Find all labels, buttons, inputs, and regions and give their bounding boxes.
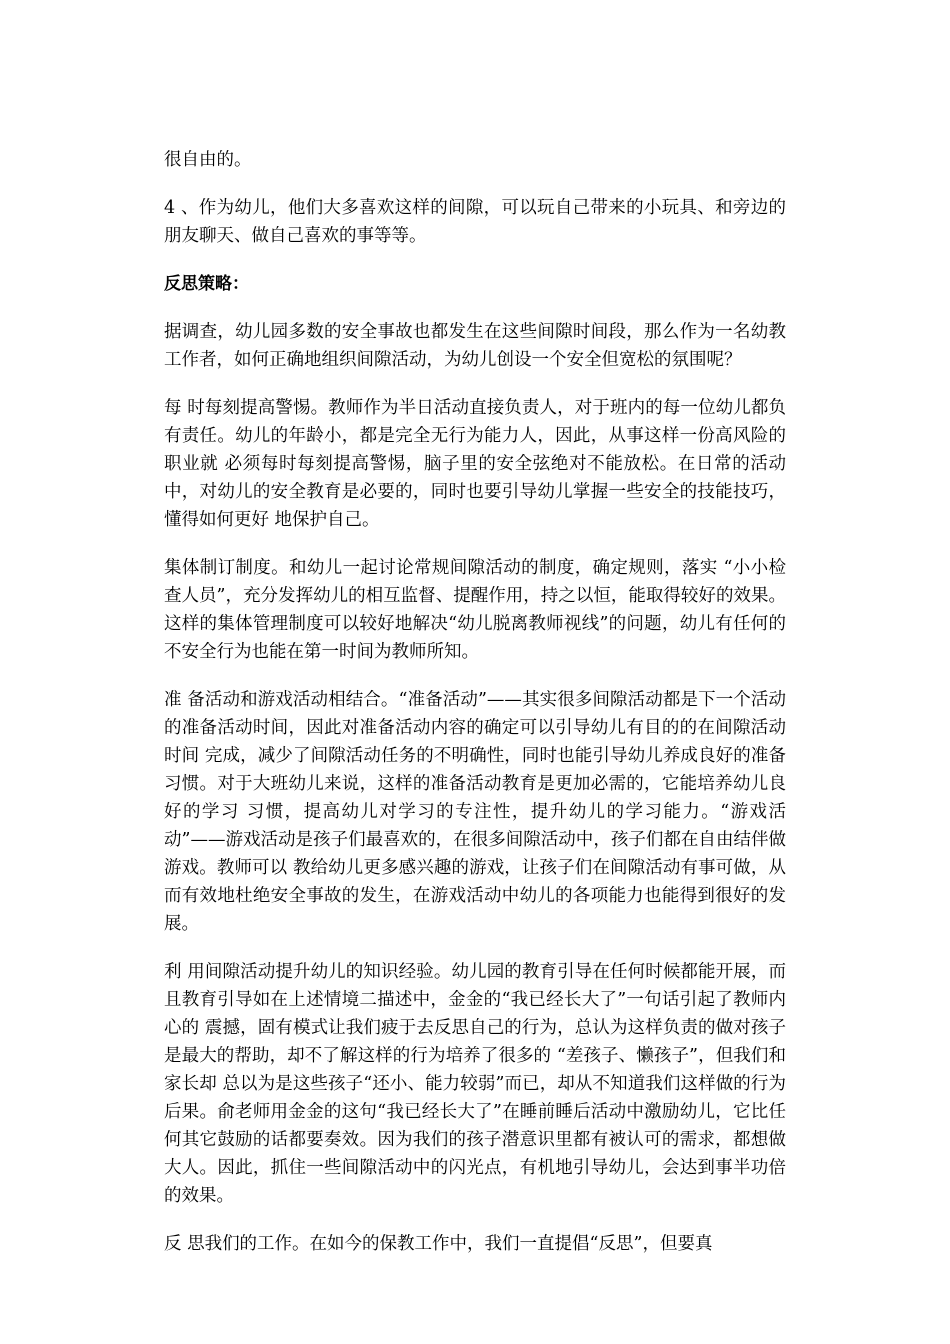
paragraph-reflect-work: 反 思我们的工作。在如今的保教工作中，我们一直提倡“反思”，但要真 xyxy=(164,1234,713,1254)
paragraph-vigilance: 每 时每刻提高警惕。教师作为半日活动直接负责人，对于班内的每一位幼儿都负有责任。幼儿的年龄小，都是完全无行为能力人，因此，从事这样一份高风险的职业就 必须每时每刻提高警惕，脑子里的安全弦绝对不能放松。在日常的活动中，对幼儿的安全教育是必要的，同时也要引导幼儿掌握一些安全的技能技巧，懂得如何更好 地保护自己。 xyxy=(164,398,786,530)
section-heading-reflection-strategy: 反思策略： xyxy=(164,274,249,294)
paragraph-intro-fragment: 很自由的。 xyxy=(164,150,252,170)
paragraph-survey: 据调查，幼儿园多数的安全事故也都发生在这些间隙时间段，那么作为一名幼教工作者，如何正确地组织间隙活动，为幼儿创设一个安全但宽松的氛围呢？ xyxy=(164,322,786,370)
paragraph-point-4: 4 、作为幼儿，他们大多喜欢这样的间隙，可以玩自己带来的小玩具、和旁边的朋友聊天、做自己喜欢的事等等。 xyxy=(164,198,786,246)
paragraph-preparation-games: 准 备活动和游戏活动相结合。“准备活动”——其实很多间隙活动都是下一个活动的准备活动时间，因此对准备活动内容的确定可以引导幼儿有目的的在间隙活动时间 完成，减少了间隙活动任务的不明确性，同时也能引导幼儿养成良好的准备习惯。对于大班幼儿来说，这样的准备活动教育是更加必需的，它能培养幼儿良好的学习 习惯，提高幼儿对学习的专注性，提升幼儿的学习能力。“游戏活动”——游戏活动是孩子们最喜欢的，在很多间隙活动中，孩子们都在自由结伴做游戏。教师可以 教给幼儿更多感兴趣的游戏，让孩子们在间隙活动有事可做，从而有效地杜绝安全事故的发生，在游戏活动中幼儿的各项能力也能得到很好的发展。 xyxy=(164,690,786,934)
paragraph-knowledge-experience: 利 用间隙活动提升幼儿的知识经验。幼儿园的教育引导在任何时候都能开展，而且教育引导如在上述情境二描述中，金金的“我已经长大了”一句话引起了教师内心的 震撼，固有模式让我们疲于去反思自己的行为，总认为这样负责的做对孩子是最大的帮助，却不了解这样的行为培养了很多的 “差孩子、懒孩子”，但我们和家长却 总以为是这些孩子“还小、能力较弱”而已，却从不知道我们这样做的行为后果。俞老师用金金的这句“我已经长大了”在睡前睡后活动中激励幼儿，它比任何其它鼓励的话都要奏效。因为我们的孩子潜意识里都有被认可的需求，都想做大人。因此，抓住一些间隙活动中的闪光点，有机地引导幼儿，会达到事半功倍的效果。 xyxy=(164,962,786,1206)
document-body xyxy=(164,146,786,1278)
paragraph-collective-rules: 集体制订制度。和幼儿一起讨论常规间隙活动的制度，确定规则，落实 “小小检查人员”，充分发挥幼儿的相互监督、提醒作用，持之以恒，能取得较好的效果。这样的集体管理制度可以较好地解决“幼儿脱离教师视线”的问题，幼儿有任何的不安全行为也能在第一时间为教师所知。 xyxy=(164,558,786,662)
